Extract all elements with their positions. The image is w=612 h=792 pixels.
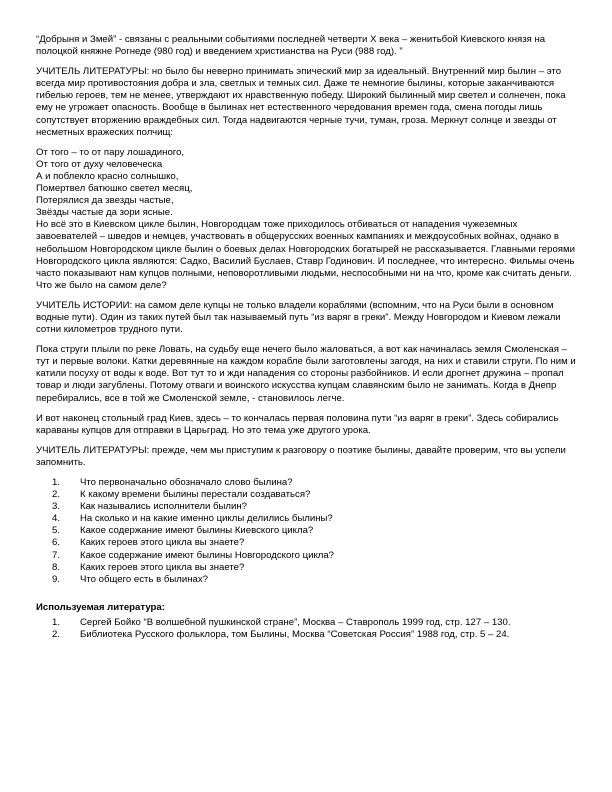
list-number: 2. — [52, 629, 61, 641]
list-item — [36, 617, 581, 629]
list-text: Каких героев этого цикла вы знаете? — [80, 537, 245, 549]
list-number: 2. — [52, 489, 61, 501]
list-item — [36, 513, 581, 525]
list-item — [36, 629, 581, 641]
list-item — [36, 550, 581, 562]
poem-line: А и поблекло красно солнышко, — [36, 170, 179, 182]
literature-list — [36, 617, 581, 641]
poem-line: От того – то от пару лошадиного, — [36, 146, 185, 158]
poem-line: Помертвел батюшко светел месяц, — [36, 183, 193, 195]
list-number: 1. — [52, 477, 61, 488]
list-number: 6. — [52, 537, 61, 549]
paragraph-history-teacher: УЧИТЕЛЬ ИСТОРИИ: на самом деле купцы не только владели кораблями (вспомним, что на Руси были в основном водные пути). Один из таких путей был так называемый путь “из варяг в греки”. Между Новгородом и Киевом лежали сотни километров трудного пути. — [36, 299, 561, 336]
list-number: 8. — [52, 561, 61, 573]
list-item — [36, 525, 581, 537]
paragraph-literature-teacher-1: УЧИТЕЛЬ ЛИТЕРАТУРЫ: но было бы неверно принимать эпический мир за идеальный. Внутренний мир былин – это всегда мир противостояния добра и зла, светлых и темных сил. Даже те немногие былины, которые заканчиваются гибелью героев, тем не менее, утверждают их нравственную победу. Широкий былинный мир светел и солнечен, пока ему не угрожает опасность. Вообще в былинах нет естественного чередования времен года, смена погоды лишь сопутствует вторжению враждебных сил. Тогда надвигаются черные тучи, туман, гроза. Меркнут солнце и звезды от несметных вражеских полчищ: — [36, 66, 566, 138]
list-number: 5. — [52, 525, 61, 537]
questions-list — [36, 477, 581, 586]
literature-heading: Используемая литература: — [36, 601, 165, 613]
list-text: На сколько и на какие именно циклы делились былины? — [80, 513, 333, 525]
poem-line: От того от духу человеческа — [36, 158, 163, 170]
list-item — [36, 537, 581, 549]
paragraph-kiev: И вот наконец стольный град Киев, здесь – то кончалась первая половина пути “из варяг в греки”. Здесь собирались караваны купцов для отправки в Царьград. Но это тема уже другого урока. — [36, 412, 559, 436]
list-text: Что общего есть в былинах? — [80, 573, 208, 585]
list-text: Каких героев этого цикла вы знаете? — [80, 561, 245, 573]
poem-line: Звёзды частые да зори ясные. — [36, 207, 173, 219]
paragraph-literature-teacher-2: УЧИТЕЛЬ ЛИТЕРАТУРЫ: прежде, чем мы приступим к разговору о поэтике былины, давайте проверим, что вы успели запомнить. — [36, 444, 566, 468]
paragraph-dobrynya: “Добрыня и Змей” - связаны с реальными событиями последней четверти X века – женитьбой Киевского князя на полоцкой княжне Рогнеде (980 год) и введением христианства на Руси (988 год). ” — [36, 34, 546, 58]
paragraph-novgorod-cycle: Но всё это в Киевском цикле былин, Новгородцам тоже приходилось отбиваться от нападения чужеземных завоевателей – шведов и немцев, участвовать в общерусских военных кампаниях и междоусобных войнах, однако в небольшом Новгородском цикле былин о боевых делах Новгородских богатырей не рассказывается. Главными героями Новгородского цикла являются: Садко, Василий Буслаев, Ставр Годинович. И последнее, что интересно. Фильмы очень часто показывают нам купцов полными, неповоротливыми людьми, неспособными ни на что, кроме как считать деньги. Что же было на самом деле? — [36, 219, 575, 291]
list-text: Сергей Бойко “В волшебной пушкинской стране”, Москва – Ставрополь 1999 год, стр. 127 – 130. — [80, 616, 511, 628]
poem-quote — [36, 147, 581, 220]
document-page — [36, 34, 581, 651]
list-text: К какому времени былины перестали создаваться? — [80, 489, 311, 501]
list-text: Что первоначально обозначало слово былина? — [80, 477, 293, 488]
list-item — [36, 489, 581, 501]
list-number: 9. — [52, 573, 61, 585]
list-item — [36, 477, 581, 489]
poem-line: Потерялися да звезды частые, — [36, 195, 174, 207]
list-number: 7. — [52, 549, 61, 561]
list-item — [36, 562, 581, 574]
list-item — [36, 501, 581, 513]
list-text: Какое содержание имеют былины Новгородского цикла? — [80, 549, 335, 561]
list-number: 4. — [52, 513, 61, 525]
list-text: Библиотека Русского фольклора, том Былины, Москва “Советская Россия” 1988 год, стр. 5 – 24. — [80, 629, 510, 641]
list-text: Как назывались исполнители былин? — [80, 501, 247, 513]
list-item — [36, 574, 581, 586]
list-number: 3. — [52, 501, 61, 513]
list-number: 1. — [52, 616, 61, 628]
paragraph-lovat-river: Пока струги плыли по реке Ловать, на судьбу еще нечего было жаловаться, а вот как начиналась земля Смоленская – тут и первые волоки. Катки деревянные на каждом корабле были заготовлены загодя, на них и ставили струги. По ним и катили посуху от воды к воде. Вот тут то и жди нападения со стороны разбойников. И если дрогнет дружина – пропал товар и люди загублены. Потому отваги и воинского искусства купцам славянским было не занимать. Когда в Днепр перебирались, все в той же Смоленской земле, - становилось легче. — [36, 344, 576, 404]
list-text: Какое содержание имеют былины Киевского цикла? — [80, 525, 314, 537]
